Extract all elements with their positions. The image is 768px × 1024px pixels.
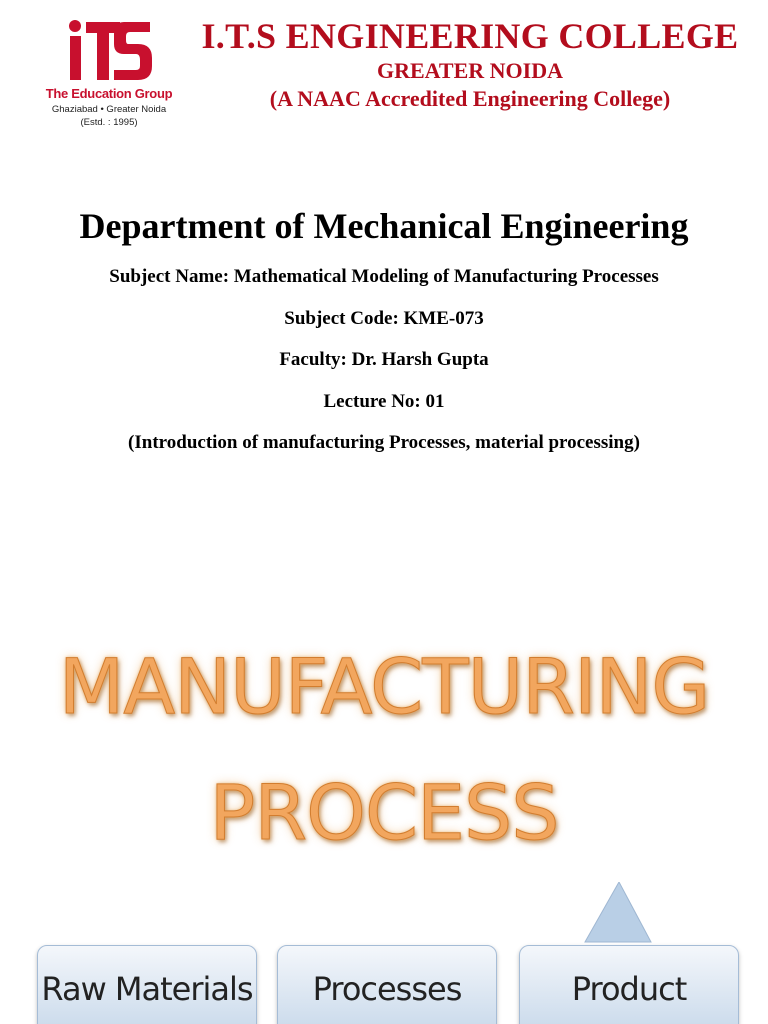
college-logo <box>38 18 180 130</box>
poster-heading-line1: MANUFACTURING <box>58 642 710 731</box>
subject-name: Subject Name: Mathematical Modeling of Manufacturing Processes <box>109 266 659 287</box>
poster-heading-line2: PROCESS <box>209 768 559 857</box>
flow-arrow-icon <box>575 882 655 952</box>
flow-box-product: Product <box>519 945 739 1024</box>
its-logo-icon <box>66 18 152 84</box>
lecture-number: Lecture No: 01 <box>323 391 445 412</box>
college-accreditation: (A NAAC Accredited Engineering College) <box>269 86 671 111</box>
lecture-topic: (Introduction of manufacturing Processes, material processing) <box>128 432 640 453</box>
college-name: I.T.S ENGINEERING COLLEGE <box>201 16 739 56</box>
flow-box-processes: Processes <box>277 945 497 1024</box>
department-title: Department of Mechanical Engineering <box>79 206 689 246</box>
flow-box-raw-materials: Raw Materials <box>37 945 257 1024</box>
logo-location: Ghaziabad • Greater Noida <box>51 104 167 115</box>
logo-tagline: The Education Group <box>45 86 173 101</box>
college-heading <box>190 14 750 114</box>
subject-code: Subject Code: KME-073 <box>284 308 484 329</box>
college-city: GREATER NOIDA <box>376 58 563 83</box>
logo-established: (Estd. : 1995) <box>80 117 138 128</box>
manufacturing-process-image <box>0 600 768 1024</box>
faculty-name: Faculty: Dr. Harsh Gupta <box>279 349 489 370</box>
